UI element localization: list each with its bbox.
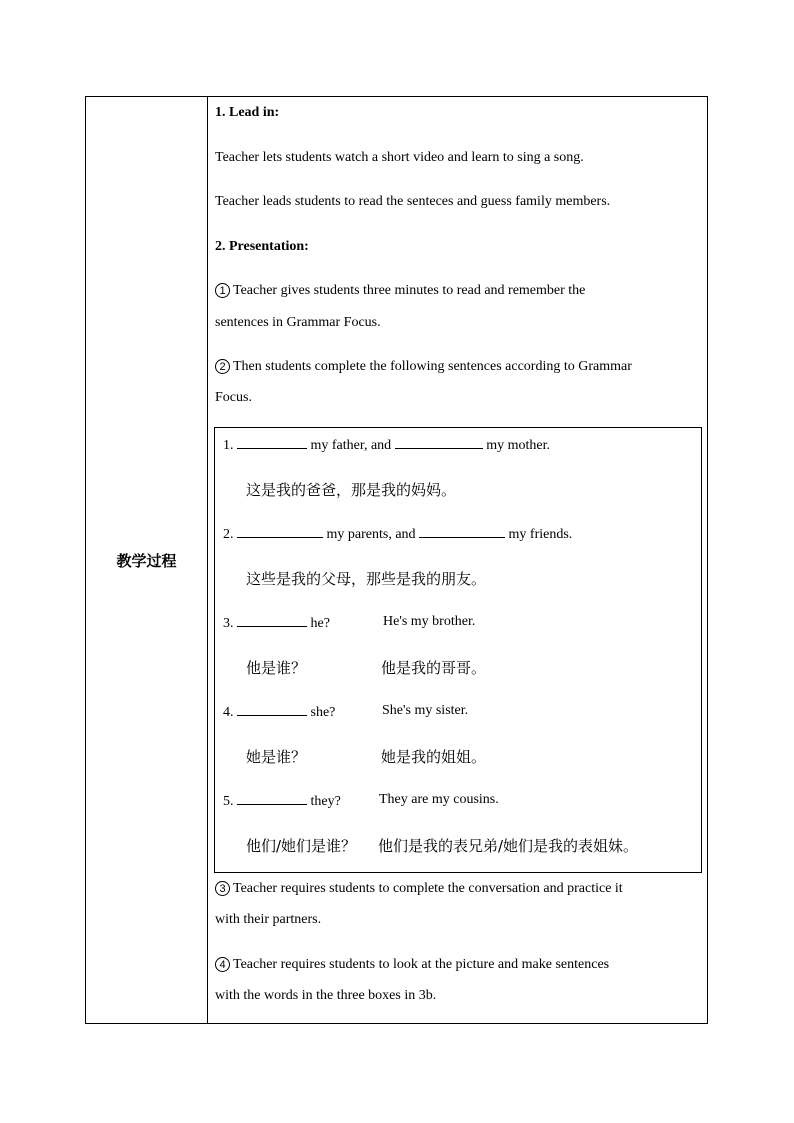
presentation-heading: 2. Presentation:: [215, 239, 309, 254]
exercise-4-chinese-answer: 她是我的姐姐。: [381, 748, 487, 766]
step-1-line-1: [215, 283, 585, 299]
step-4-text: Teacher requires students to look at the picture and make sentences: [233, 957, 610, 972]
exercise-3-answer: He's my brother.: [383, 614, 476, 629]
step-1-number: 1: [215, 283, 230, 298]
lead-in-line-2: Teacher leads students to read the senteces and guess family members.: [215, 194, 611, 209]
step-2-line-2: Focus.: [215, 390, 252, 405]
exercise-4-chinese-question: 她是谁？: [246, 748, 307, 766]
exercise-5-chinese-answer: 他们是我的表兄弟/她们是我的表姐妹。: [378, 837, 639, 855]
column-divider: [207, 97, 208, 1023]
exercise-2-blank-2[interactable]: [419, 525, 505, 538]
exercise-3-chinese-question: 他是谁？: [246, 659, 307, 677]
step-2-text: Then students complete the following sentences according to Grammar: [233, 359, 632, 374]
lead-in-heading: 1. Lead in:: [215, 105, 280, 120]
section-label: 教学过程: [116, 551, 177, 570]
step-3-text: Teacher requires students to complete the conversation and practice it: [233, 881, 623, 896]
exercise-1-number: 1.: [223, 438, 234, 453]
step-1-text: Teacher gives students three minutes to read and remember the: [233, 283, 586, 298]
exercise-5-blank[interactable]: [237, 792, 307, 805]
lesson-table: [85, 96, 708, 1024]
exercise-3-chinese-answer: 他是我的哥哥。: [381, 659, 487, 677]
step-2-number: 2: [215, 359, 230, 374]
exercise-box: [214, 427, 702, 873]
step-3-line-2: with their partners.: [215, 912, 322, 927]
exercise-2-blank-1[interactable]: [237, 525, 323, 538]
exercise-5-chinese-question: 他们/她们是谁？: [246, 837, 357, 855]
step-4-line-2: with the words in the three boxes in 3b.: [215, 988, 437, 1003]
exercise-2: [223, 525, 572, 543]
exercise-4-blank[interactable]: [237, 703, 307, 716]
exercise-5: [223, 792, 341, 810]
exercise-5-text: they?: [307, 794, 341, 809]
exercise-1: [223, 436, 550, 454]
exercise-1-blank-1[interactable]: [237, 436, 307, 449]
exercise-4: [223, 703, 335, 721]
exercise-3-number: 3.: [223, 616, 234, 631]
exercise-3: [223, 614, 330, 632]
step-4-number: 4: [215, 957, 230, 972]
exercise-4-text: she?: [307, 705, 336, 720]
exercise-4-number: 4.: [223, 705, 234, 720]
exercise-1-text: my father, and: [307, 438, 395, 453]
lead-in-line-1: Teacher lets students watch a short video and learn to sing a song.: [215, 150, 584, 165]
step-1-line-2: sentences in Grammar Focus.: [215, 315, 381, 330]
exercise-5-answer: They are my cousins.: [379, 792, 499, 807]
exercise-4-answer: She's my sister.: [382, 703, 469, 718]
step-3-line-1: [215, 881, 623, 897]
exercise-1-chinese: 这是我的爸爸，那是我的妈妈。: [246, 481, 457, 499]
exercise-1-tail: my mother.: [482, 438, 550, 453]
exercise-3-blank[interactable]: [237, 614, 307, 627]
exercise-2-number: 2.: [223, 527, 234, 542]
step-2-line-1: [215, 359, 632, 375]
exercise-2-text: my parents, and: [323, 527, 420, 542]
exercise-2-tail: my friends.: [505, 527, 573, 542]
step-3-number: 3: [215, 881, 230, 896]
exercise-3-text: he?: [307, 616, 330, 631]
exercise-5-number: 5.: [223, 794, 234, 809]
exercise-1-blank-2[interactable]: [395, 436, 483, 449]
step-4-line-1: [215, 957, 609, 973]
exercise-2-chinese: 这些是我的父母，那些是我的朋友。: [246, 570, 487, 588]
